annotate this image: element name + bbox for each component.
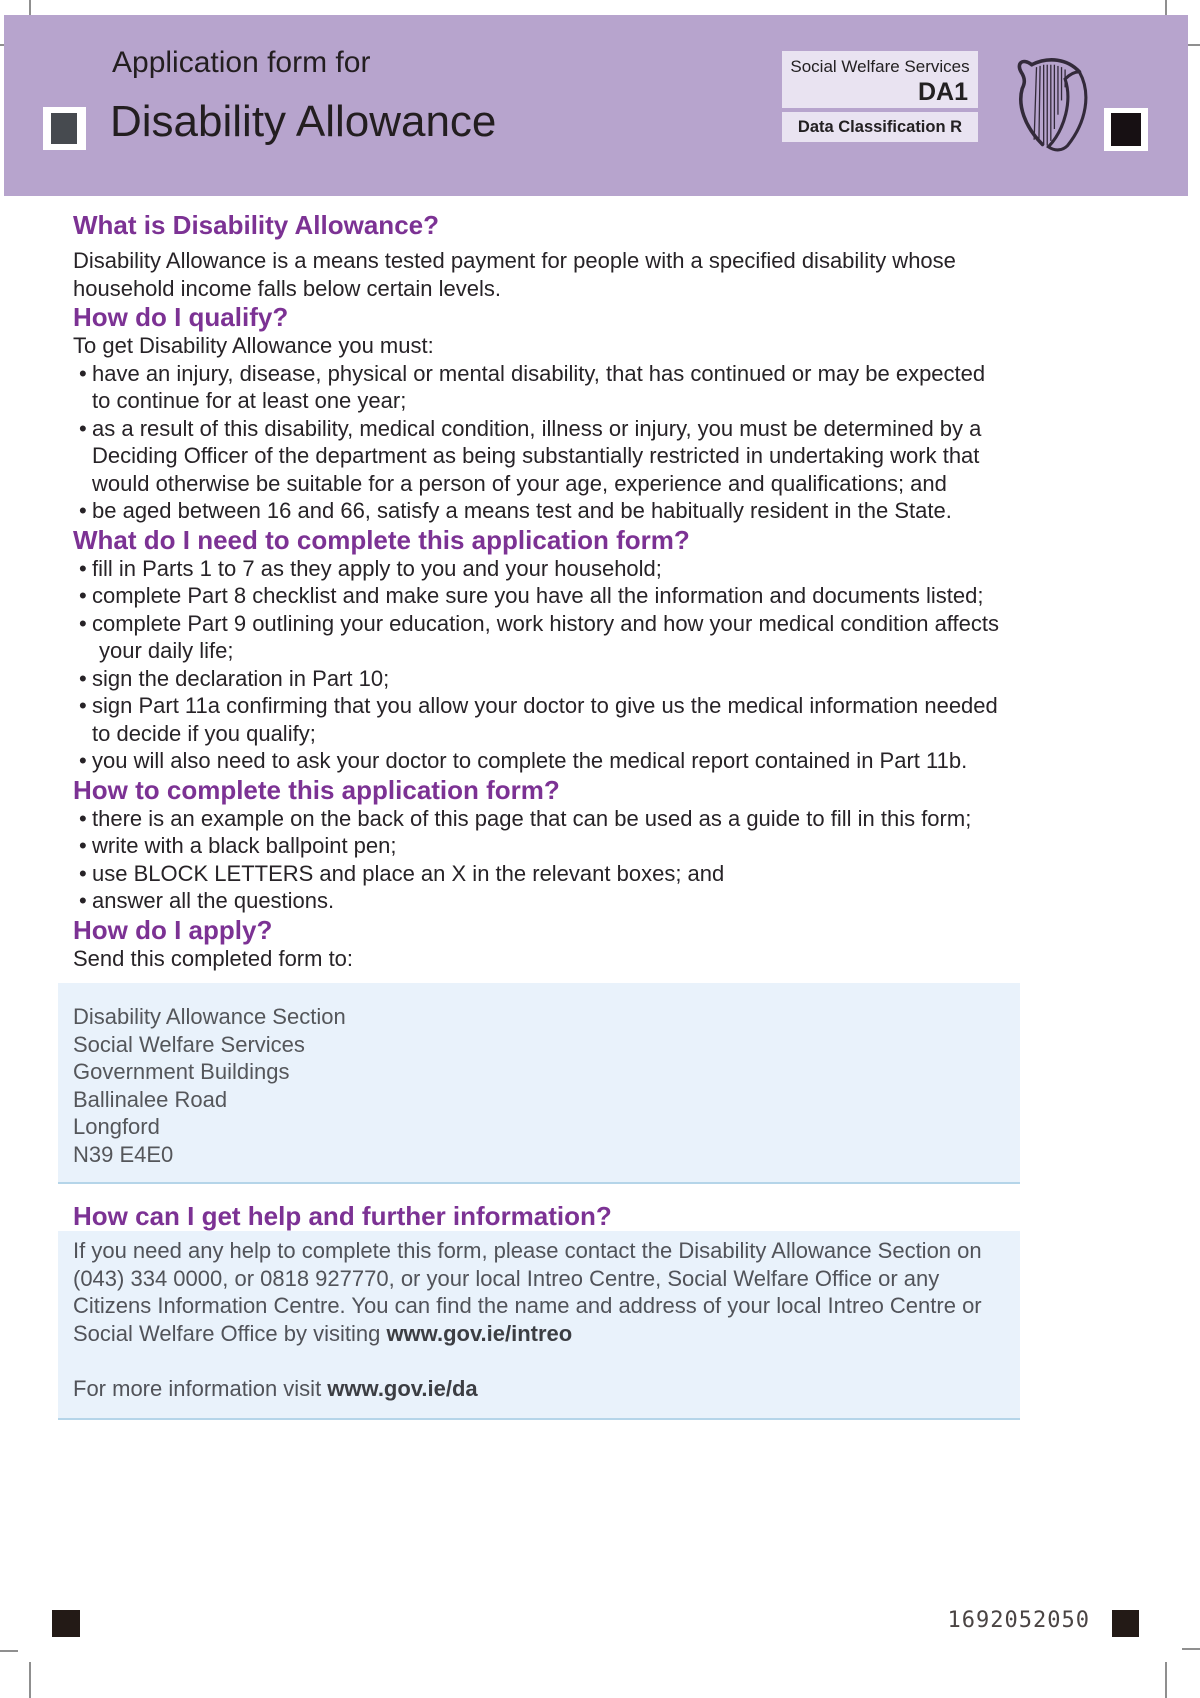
list-item: • have an injury, disease, physical or mental disability, that has continued or may be expected to continue for at least one year; bbox=[73, 360, 1023, 415]
crop-mark-bottom-right-v bbox=[1165, 1662, 1167, 1698]
what-is-paragraph: Disability Allowance is a means tested payment for people with a specified disability whose household income falls below certain levels. bbox=[73, 248, 956, 301]
form-serial-number: 1692052050 bbox=[947, 1608, 1090, 1633]
list-item: • as a result of this disability, medical condition, illness or injury, you must be determined by a Deciding Officer of the department as being substantially restricted in undertaking work that would otherwise be suitable for a person of your age, experience and qualifications; and bbox=[73, 415, 1023, 498]
section-heading-apply: How do I apply? bbox=[73, 914, 273, 945]
crop-mark-bottom-left-h bbox=[0, 1650, 18, 1652]
list-item: • sign the declaration in Part 10; bbox=[73, 665, 1023, 693]
need-complete-bullet-list bbox=[73, 555, 1023, 775]
list-item: • answer all the questions. bbox=[73, 887, 1023, 915]
section-heading-need-complete: What do I need to complete this application form? bbox=[73, 524, 690, 555]
form-code: DA1 bbox=[917, 78, 968, 106]
form-notes-content bbox=[73, 210, 1023, 1420]
address-line-eircode: N39 E4E0 bbox=[73, 1141, 174, 1167]
section-heading-help: How can I get help and further information? bbox=[73, 1201, 612, 1231]
list-item: • complete Part 9 outlining your education, work history and how your medical condition affects your daily life; bbox=[73, 610, 1023, 665]
section-heading-qualify: How do I qualify? bbox=[73, 302, 289, 332]
intreo-url: www.gov.ie/intreo bbox=[386, 1320, 573, 1346]
address-line: Ballinalee Road bbox=[73, 1086, 228, 1112]
address-line: Social Welfare Services bbox=[73, 1031, 305, 1057]
list-item: • complete Part 8 checklist and make sure you have all the information and documents listed; bbox=[73, 582, 1023, 610]
list-item: • sign Part 11a confirming that you allow your doctor to give us the medical information needed to decide if you qualify; bbox=[73, 692, 1023, 747]
irish-harp-icon bbox=[1012, 54, 1092, 159]
registration-mark-left bbox=[43, 107, 86, 150]
list-item: • there is an example on the back of this page that can be used as a guide to fill in this form; bbox=[73, 805, 1023, 833]
footer-registration-square-right bbox=[1112, 1610, 1139, 1637]
apply-intro: Send this completed form to: bbox=[73, 945, 354, 971]
service-code-box bbox=[782, 51, 978, 108]
how-complete-bullet-list bbox=[73, 805, 1023, 915]
crop-mark-bottom-left-v bbox=[29, 1662, 31, 1698]
qualify-intro: To get Disability Allowance you must: bbox=[73, 333, 434, 358]
section-heading-how-complete: How to complete this application form? bbox=[73, 774, 560, 805]
spacer bbox=[73, 1347, 1020, 1375]
footer-registration-square-left bbox=[52, 1610, 80, 1637]
list-item: • you will also need to ask your doctor to complete the medical report contained in Part 11b. bbox=[73, 747, 1023, 775]
help-last-line: Social Welfare Office by visiting www.gov.ie/intreo bbox=[73, 1320, 573, 1346]
form-title-line1: Application form for bbox=[112, 46, 371, 79]
data-classification-box: Data Classification R bbox=[782, 112, 978, 142]
address-line: Disability Allowance Section bbox=[73, 1004, 346, 1029]
crop-mark-bottom-right-h bbox=[1182, 1648, 1200, 1650]
address-line: Government Buildings bbox=[73, 1059, 290, 1084]
qualify-bullet-list bbox=[73, 360, 1023, 525]
registration-mark-right bbox=[1104, 108, 1148, 151]
section-heading-what-is: What is Disability Allowance? bbox=[73, 210, 439, 240]
page-title: Disability Allowance bbox=[110, 97, 497, 146]
address-line: Longford bbox=[73, 1114, 160, 1139]
list-item: • be aged between 16 and 66, satisfy a means test and be habitually resident in the State. bbox=[73, 497, 1023, 525]
list-item: • fill in Parts 1 to 7 as they apply to you and your household; bbox=[73, 555, 1023, 583]
service-label: Social Welfare Services bbox=[790, 57, 970, 76]
list-item: • write with a black ballpoint pen; bbox=[73, 832, 1023, 860]
help-info-box: If you need any help to complete this form, please contact the Disability Allowance Section on (043) 334 0000, or 0818 927770, or your local Intreo Centre, Social Welfare Office or any Citizens Information Centre. You can find the name and address of your local Intreo Centre or Social Welfare Office by visiting www.gov.ie/intreo For more information visit www.gov.ie/da bbox=[58, 1231, 1020, 1420]
more-info-line: For more information visit www.gov.ie/da bbox=[73, 1375, 478, 1401]
da-url: www.gov.ie/da bbox=[327, 1375, 478, 1401]
postal-address-box bbox=[58, 983, 1020, 1184]
list-item: • use BLOCK LETTERS and place an X in the relevant boxes; and bbox=[73, 860, 1023, 888]
